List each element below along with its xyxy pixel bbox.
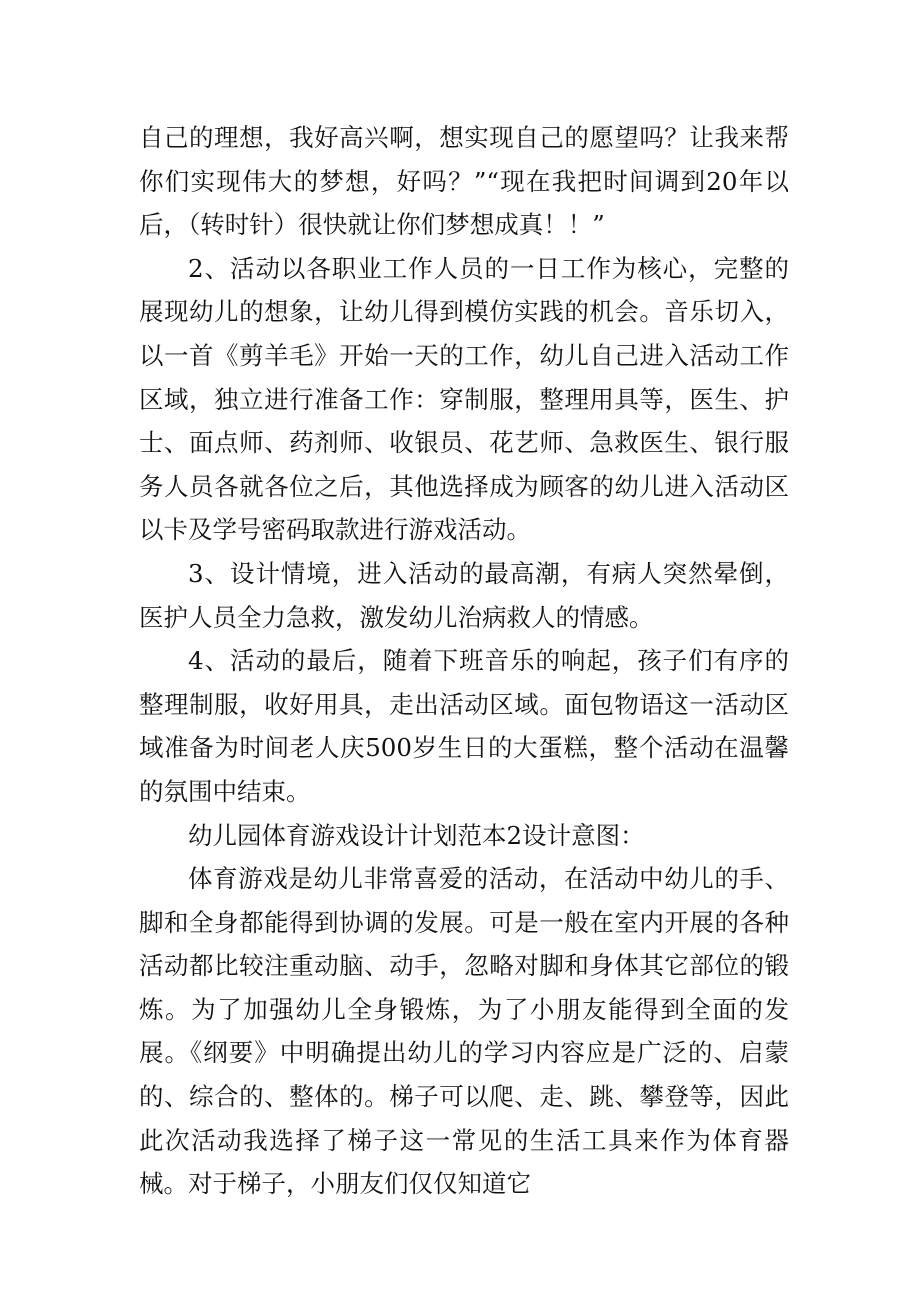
section-heading: 幼儿园体育游戏设计计划范本2设计意图：	[188, 820, 645, 850]
document-body	[139, 116, 789, 1206]
paragraph-step-2: 2、活动以各职业工作人员的一日工作为核心，完整的展现幼儿的想象，让幼儿得到模仿实践的机会。音乐切入，以一首《剪羊毛》开始一天的工作，幼儿自己进入活动工作区域，独立进行准备工作：穿制服，整理用具等，医生、护士、面点师、药剂师、收银员、花艺师、急救医生、银行服务人员各就各位之后，其他选择成为顾客的幼儿进入活动区以卡及学号密码取款进行游戏活动。	[139, 253, 789, 545]
paragraph-continuation: 自己的理想，我好高兴啊，想实现自己的愿望吗？让我来帮你们实现伟大的梦想，好吗？”“现在我把时间调到20年以后，（转时针）很快就让你们梦想成真！！”	[139, 123, 789, 240]
paragraph-design-intent: 体育游戏是幼儿非常喜爱的活动，在活动中幼儿的手、脚和全身都能得到协调的发展。可是一般在室内开展的各种活动都比较注重动脑、动手，忽略对脚和身体其它部位的锻炼。为了加强幼儿全身锻炼，为了小朋友能得到全面的发展。《纲要》中明确提出幼儿的学习内容应是广泛的、启蒙的、综合的、整体的。梯子可以爬、走、跳、攀登等，因此此次活动我选择了梯子这一常见的生活工具来作为体育器械。对于梯子，小朋友们仅仅知道它	[139, 864, 789, 1199]
paragraph-step-4: 4、活动的最后，随着下班音乐的响起，孩子们有序的整理制服，收好用具，走出活动区域。面包物语这一活动区域准备为时间老人庆500岁生日的大蛋糕，整个活动在温馨的氛围中结束。	[139, 646, 789, 806]
paragraph-step-3: 3、设计情境，进入活动的最高潮，有病人突然晕倒，医护人员全力急救，激发幼儿治病救人的情感。	[139, 558, 789, 632]
